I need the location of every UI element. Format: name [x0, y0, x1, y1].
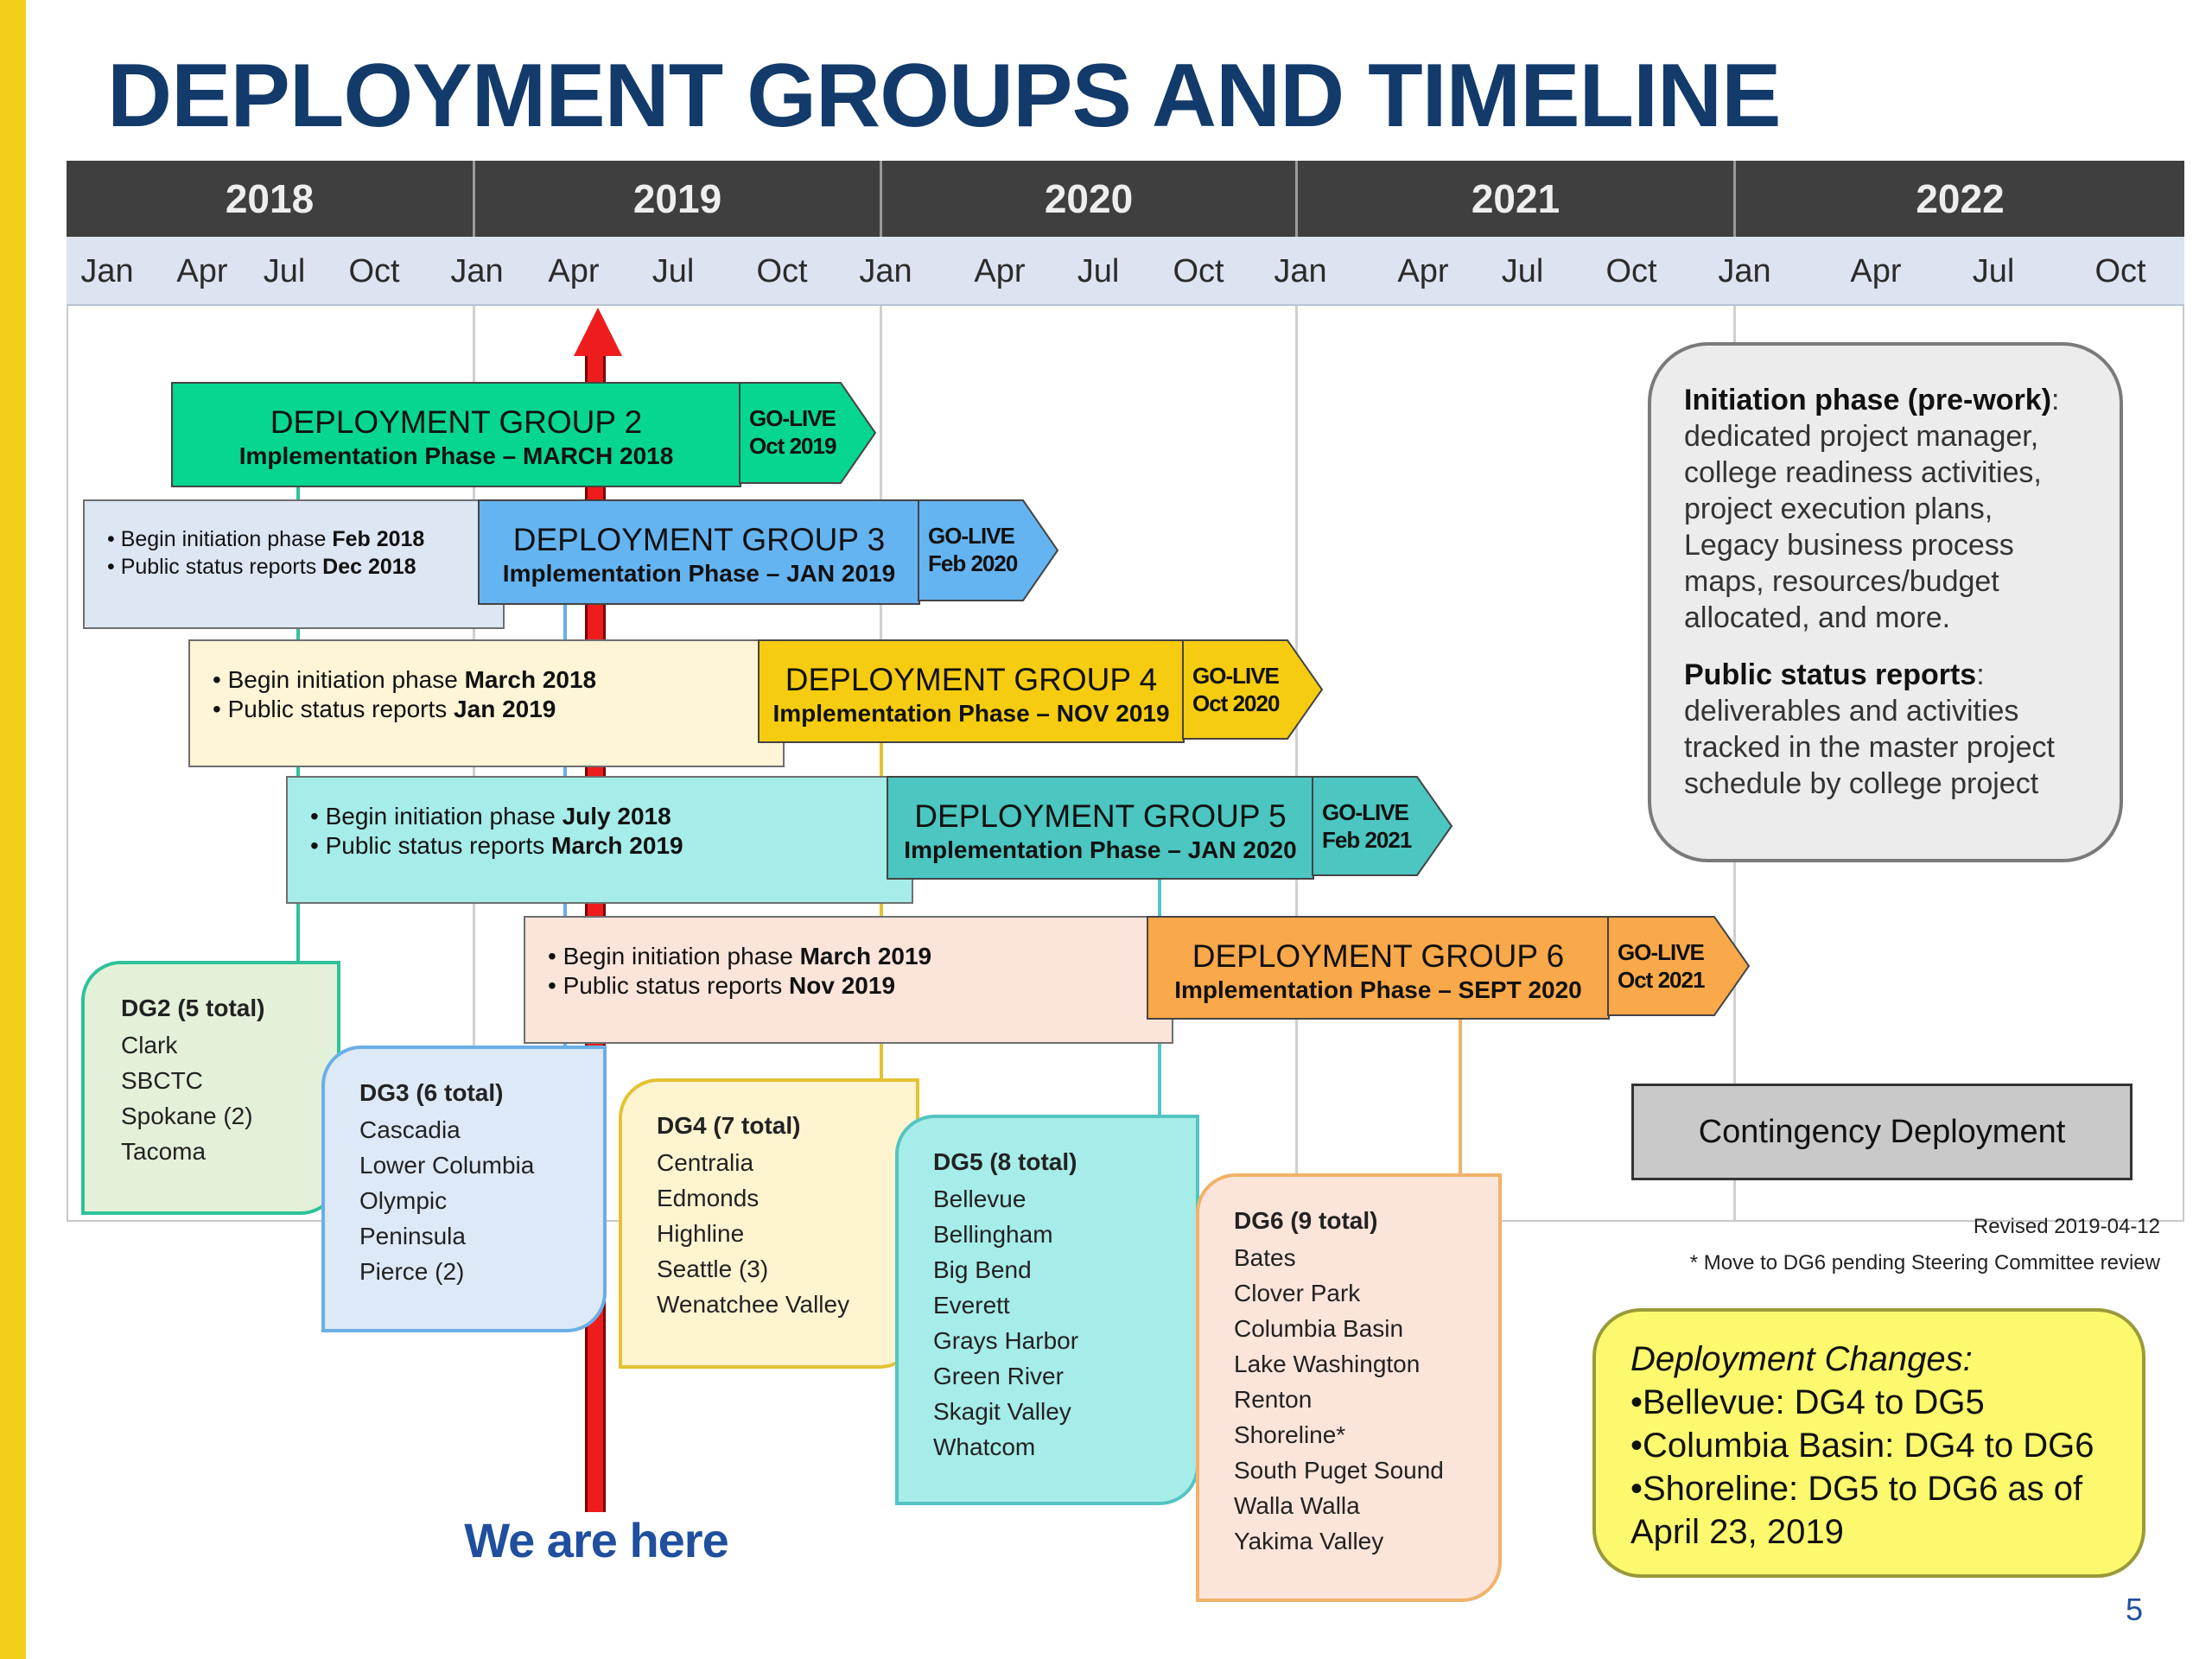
month-label: Apr	[974, 253, 1026, 289]
status-date: Nov 2019	[789, 972, 896, 999]
list-item: Everett	[933, 1292, 1010, 1319]
implementation-phase: Implementation Phase – JAN 2020	[904, 836, 1297, 863]
list-item: Spokane (2)	[121, 1103, 253, 1129]
list-item: Yakima Valley	[1234, 1528, 1384, 1554]
group-name: DEPLOYMENT GROUP 4	[785, 662, 1158, 697]
golive-label: GO-LIVE	[749, 405, 836, 431]
init-label: Begin initiation phase	[227, 666, 458, 693]
year-label: 2022	[1916, 176, 2005, 221]
list-item: Green River	[933, 1363, 1064, 1389]
month-label: Jan	[450, 253, 504, 289]
legend-status-text: deliverables and activities tracked in the master project schedule by college project	[1684, 695, 2055, 800]
golive-date: Oct 2020	[1192, 690, 1280, 716]
list-item: Cascadia	[359, 1116, 461, 1143]
list-item: Skagit Valley	[933, 1398, 1071, 1425]
list-item: Clark	[121, 1032, 178, 1058]
dg5-implementation-bar	[887, 776, 1314, 880]
list-item: Lake Washington	[1234, 1351, 1421, 1377]
year-label: 2018	[225, 176, 315, 221]
list-item: Columbia Basin	[1234, 1315, 1404, 1342]
list-item: Shoreline*	[1234, 1421, 1346, 1448]
dg2-implementation-bar	[171, 382, 741, 487]
legend-initiation-title: Initiation phase (pre-work)	[1684, 384, 2052, 416]
list-item: Peninsula	[359, 1223, 466, 1249]
golive-label: GO-LIVE	[928, 523, 1014, 549]
list-item: Wenatchee Valley	[657, 1291, 850, 1318]
slide-accent-bar	[0, 0, 26, 1659]
implementation-phase: Implementation Phase – NOV 2019	[772, 700, 1170, 727]
legend-status-title: Public status reports	[1684, 658, 1977, 691]
dg3-initiation-bar: • Begin initiation phase Feb 2018 • Public status reports Dec 2018	[83, 499, 505, 629]
status-label: Public status reports	[325, 832, 545, 859]
dg2-college-list	[81, 961, 340, 1215]
init-label: Begin initiation phase	[120, 527, 327, 551]
golive-label: GO-LIVE	[1618, 939, 1704, 965]
month-label: Apr	[548, 253, 600, 289]
status-label: Public status reports	[120, 555, 317, 579]
list-heading: DG4 (7 total)	[657, 1112, 801, 1139]
legend-initiation-text: dedicated project manager, college readiness activities, project execution plans, Legacy business process maps, resources/budget allocated, and more.	[1684, 420, 2042, 634]
month-label: Oct	[1173, 253, 1224, 289]
list-item: South Puget Sound	[1234, 1457, 1444, 1484]
init-label: Begin initiation phase	[325, 803, 556, 830]
month-label: Jul	[652, 253, 695, 289]
golive-date: Feb 2020	[928, 550, 1018, 576]
month-label: Jan	[80, 253, 134, 289]
current-date-label: We are here	[464, 1513, 728, 1567]
month-label: Jul	[1077, 253, 1120, 289]
dg2-golive-arrow	[739, 382, 877, 484]
list-item: Olympic	[359, 1187, 448, 1214]
status-date: Jan 2019	[454, 696, 556, 722]
init-label: Begin initiation phase	[563, 943, 793, 969]
change-item: •Columbia Basin: DG4 to DG6	[1630, 1427, 2094, 1465]
group-name: DEPLOYMENT GROUP 2	[270, 404, 643, 440]
list-heading: DG5 (8 total)	[933, 1148, 1077, 1175]
dg3-college-list	[321, 1046, 607, 1332]
list-item: Grays Harbor	[933, 1327, 1079, 1354]
year-label: 2021	[1471, 176, 1560, 221]
year-header	[67, 161, 2184, 237]
init-date: March 2018	[464, 666, 597, 693]
dg4-college-list	[619, 1078, 919, 1369]
list-item: Lower Columbia	[359, 1152, 535, 1179]
contingency-deployment-box: Contingency Deployment	[1631, 1084, 2133, 1180]
dg4-golive-arrow	[1182, 639, 1324, 740]
list-item: Whatcom	[933, 1433, 1036, 1460]
status-label: Public status reports	[227, 696, 448, 722]
year-label: 2020	[1044, 176, 1134, 221]
golive-date: Feb 2021	[1322, 827, 1412, 853]
implementation-phase: Implementation Phase – JAN 2019	[502, 560, 896, 587]
month-label: Apr	[176, 253, 228, 289]
month-header	[67, 237, 2184, 306]
init-date: Feb 2018	[332, 527, 425, 551]
list-item: Big Bend	[933, 1256, 1032, 1283]
status-date: Dec 2018	[322, 555, 416, 579]
month-label: Oct	[1605, 253, 1657, 289]
dg3-golive-arrow	[918, 499, 1059, 601]
list-item: Seattle (3)	[657, 1255, 769, 1282]
page-number: 5	[2125, 1592, 2143, 1627]
list-item: Bellingham	[933, 1221, 1053, 1248]
dg6-implementation-bar	[1147, 916, 1610, 1020]
implementation-phase: Implementation Phase – MARCH 2018	[238, 442, 674, 469]
change-item: •Bellevue: DG4 to DG5	[1630, 1383, 1985, 1421]
golive-label: GO-LIVE	[1192, 663, 1279, 689]
dg5-college-list	[895, 1115, 1199, 1505]
year-label: 2019	[632, 176, 722, 221]
deployment-changes-box	[1592, 1308, 2145, 1578]
month-label: Jan	[1718, 253, 1771, 289]
month-label: Apr	[1850, 253, 1902, 289]
golive-label: GO-LIVE	[1322, 799, 1408, 825]
dg4-implementation-bar	[758, 639, 1185, 743]
group-name: DEPLOYMENT GROUP 3	[512, 522, 886, 557]
month-label: Apr	[1397, 253, 1449, 289]
list-item: Clover Park	[1234, 1280, 1361, 1306]
slide-title: DEPLOYMENT GROUPS AND TIMELINE	[107, 46, 1781, 146]
month-label: Oct	[756, 253, 808, 289]
phase-legend: Initiation phase (pre-work): dedicated project manager, college readiness activities, project execution plans, Legacy business process maps, resources/budget allocated, and more. Public status reports: deliverables and activities tracked in the master project schedule by college project	[1648, 342, 2123, 862]
list-item: Pierce (2)	[359, 1258, 465, 1285]
list-heading: DG6 (9 total)	[1234, 1207, 1378, 1234]
list-item: SBCTC	[121, 1067, 203, 1094]
month-label: Jan	[1274, 253, 1327, 289]
list-item: Tacoma	[121, 1138, 207, 1165]
dg5-golive-arrow	[1312, 776, 1453, 876]
status-date: March 2019	[551, 832, 683, 859]
init-date: March 2019	[799, 943, 932, 969]
month-label: Jul	[263, 253, 306, 289]
month-label: Jul	[1501, 253, 1544, 289]
list-heading: DG2 (5 total)	[121, 995, 265, 1021]
month-label: Oct	[2094, 253, 2146, 289]
dg6-connector-line	[1459, 1020, 1462, 1184]
month-label: Jul	[1972, 253, 2015, 289]
group-name: DEPLOYMENT GROUP 5	[914, 798, 1287, 834]
golive-date: Oct 2019	[749, 433, 836, 459]
list-item: Renton	[1234, 1386, 1313, 1413]
list-item: Edmonds	[657, 1185, 760, 1211]
revision-date: Revised 2019-04-12	[1973, 1215, 2160, 1238]
footnote: * Move to DG6 pending Steering Committee review	[1689, 1251, 2160, 1274]
month-label: Oct	[348, 253, 400, 289]
month-label: Jan	[859, 253, 912, 289]
list-heading: DG3 (6 total)	[359, 1079, 504, 1106]
arrow-up-icon	[574, 308, 622, 356]
init-date: July 2018	[562, 803, 671, 830]
list-item: Centralia	[657, 1149, 754, 1176]
dg3-implementation-bar	[478, 499, 920, 605]
dg5-initiation-bar: • Begin initiation phase July 2018 • Public status reports March 2019	[286, 776, 913, 904]
status-label: Public status reports	[563, 972, 783, 999]
changes-title: Deployment Changes:	[1630, 1340, 1973, 1378]
list-item: Bates	[1234, 1244, 1296, 1271]
dg6-golive-arrow	[1607, 916, 1751, 1016]
dg4-initiation-bar: • Begin initiation phase March 2018 • Public status reports Jan 2019	[188, 639, 785, 767]
year-gridline	[1295, 306, 1298, 1222]
list-item: Walla Walla	[1234, 1492, 1360, 1519]
dg6-college-list	[1196, 1173, 1502, 1602]
implementation-phase: Implementation Phase – SEPT 2020	[1174, 976, 1582, 1003]
dg6-initiation-bar: • Begin initiation phase March 2019 • Public status reports Nov 2019	[524, 916, 1173, 1044]
golive-date: Oct 2021	[1618, 967, 1705, 993]
list-item: Highline	[657, 1220, 745, 1247]
list-item: Bellevue	[933, 1185, 1027, 1212]
change-item: •Shoreline: DG5 to DG6 as of April 23, 2019	[1630, 1470, 2083, 1551]
group-name: DEPLOYMENT GROUP 6	[1192, 938, 1565, 974]
